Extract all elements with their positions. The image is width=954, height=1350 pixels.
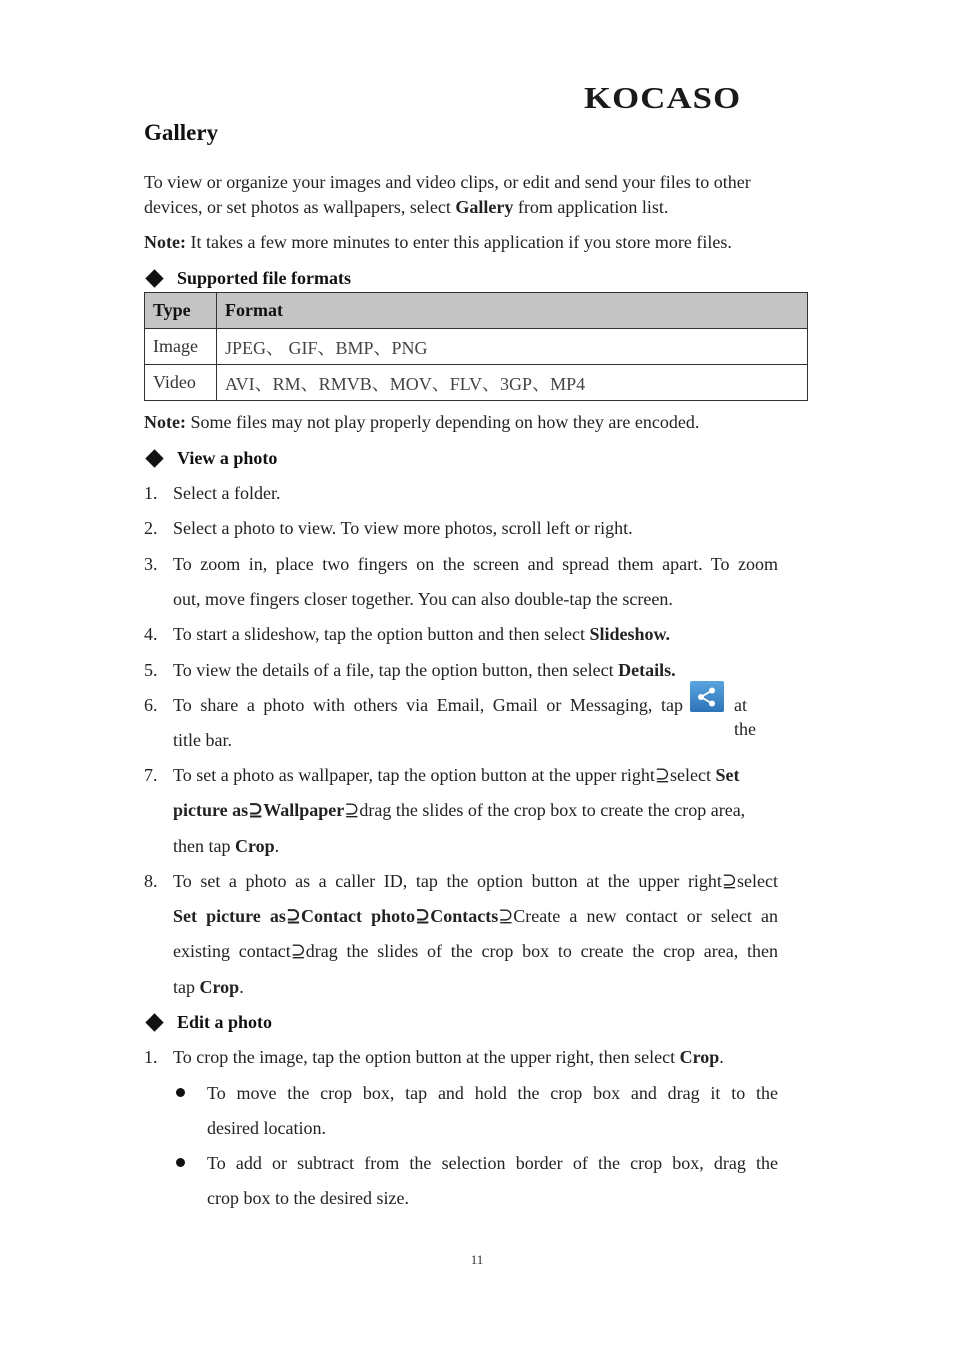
table-cell-format: AVI、RM、RMVB、MOV、FLV、3GP、MP4 [217,365,808,401]
intro-paragraph [144,170,814,220]
bullet-item-continuation: desired location. [207,1118,326,1138]
formats-table [144,292,808,401]
section-view-photo: View a photo [144,446,277,470]
share-icon [690,681,724,712]
bullet-item: To add or subtract from the selection border of the crop box, drag the [207,1153,778,1173]
list-item-continuation: Set picture as⊇Contact photo⊇Contacts⊇Create a new contact or select an [173,906,778,926]
section-edit-photo: Edit a photo [144,1010,272,1034]
table-header-format: Format [217,293,808,329]
intro-line-1: To view or organize your images and video clips, or edit and send your files to other [144,172,751,192]
list-item-continuation: existing contact⊇drag the slides of the crop box to create the crop area, then [173,941,778,961]
note-encoding: Note: Some files may not play properly depending on how they are encoded. [144,412,700,432]
table-cell-format: JPEG、 GIF、BMP、PNG [217,329,808,365]
table-cell-type: Video [145,365,217,401]
table-row [145,329,808,365]
table-row [145,365,808,401]
list-item-continuation: picture as⊇Wallpaper⊇drag the slides of the crop box to create the crop area, [173,800,746,820]
page-number: 11 [470,1252,484,1267]
bullet-icon [176,1088,185,1097]
note-more-files: Note: It takes a few more minutes to enter this application if you store more files. [144,232,732,252]
table-header-row [145,293,808,329]
list-item-continuation: title bar. [173,730,232,750]
page-title: Gallery [144,120,219,145]
kocaso-logo: KOCASO [584,80,742,115]
list-item-continuation: then tap Crop. [173,836,280,856]
diamond-icon [145,450,163,468]
table-header-type: Type [145,293,217,329]
bullet-icon [176,1158,185,1167]
diamond-icon [145,270,163,288]
list-item-continuation: out, move fingers closer together. You can also double-tap the screen. [173,589,673,609]
section-supported-formats: Supported file formats [144,266,351,290]
list-item-continuation: tap Crop. [173,977,244,997]
gallery-bold: Gallery [455,197,514,217]
bullet-item: To move the crop box, tap and hold the crop box and drag it to the [207,1083,778,1103]
table-cell-type: Image [145,329,217,365]
intro-line-2: devices, or set photos as wallpapers, select Gallery from application list. [144,197,669,217]
bullet-item-continuation: crop box to the desired size. [207,1188,409,1208]
diamond-icon [145,1014,163,1032]
